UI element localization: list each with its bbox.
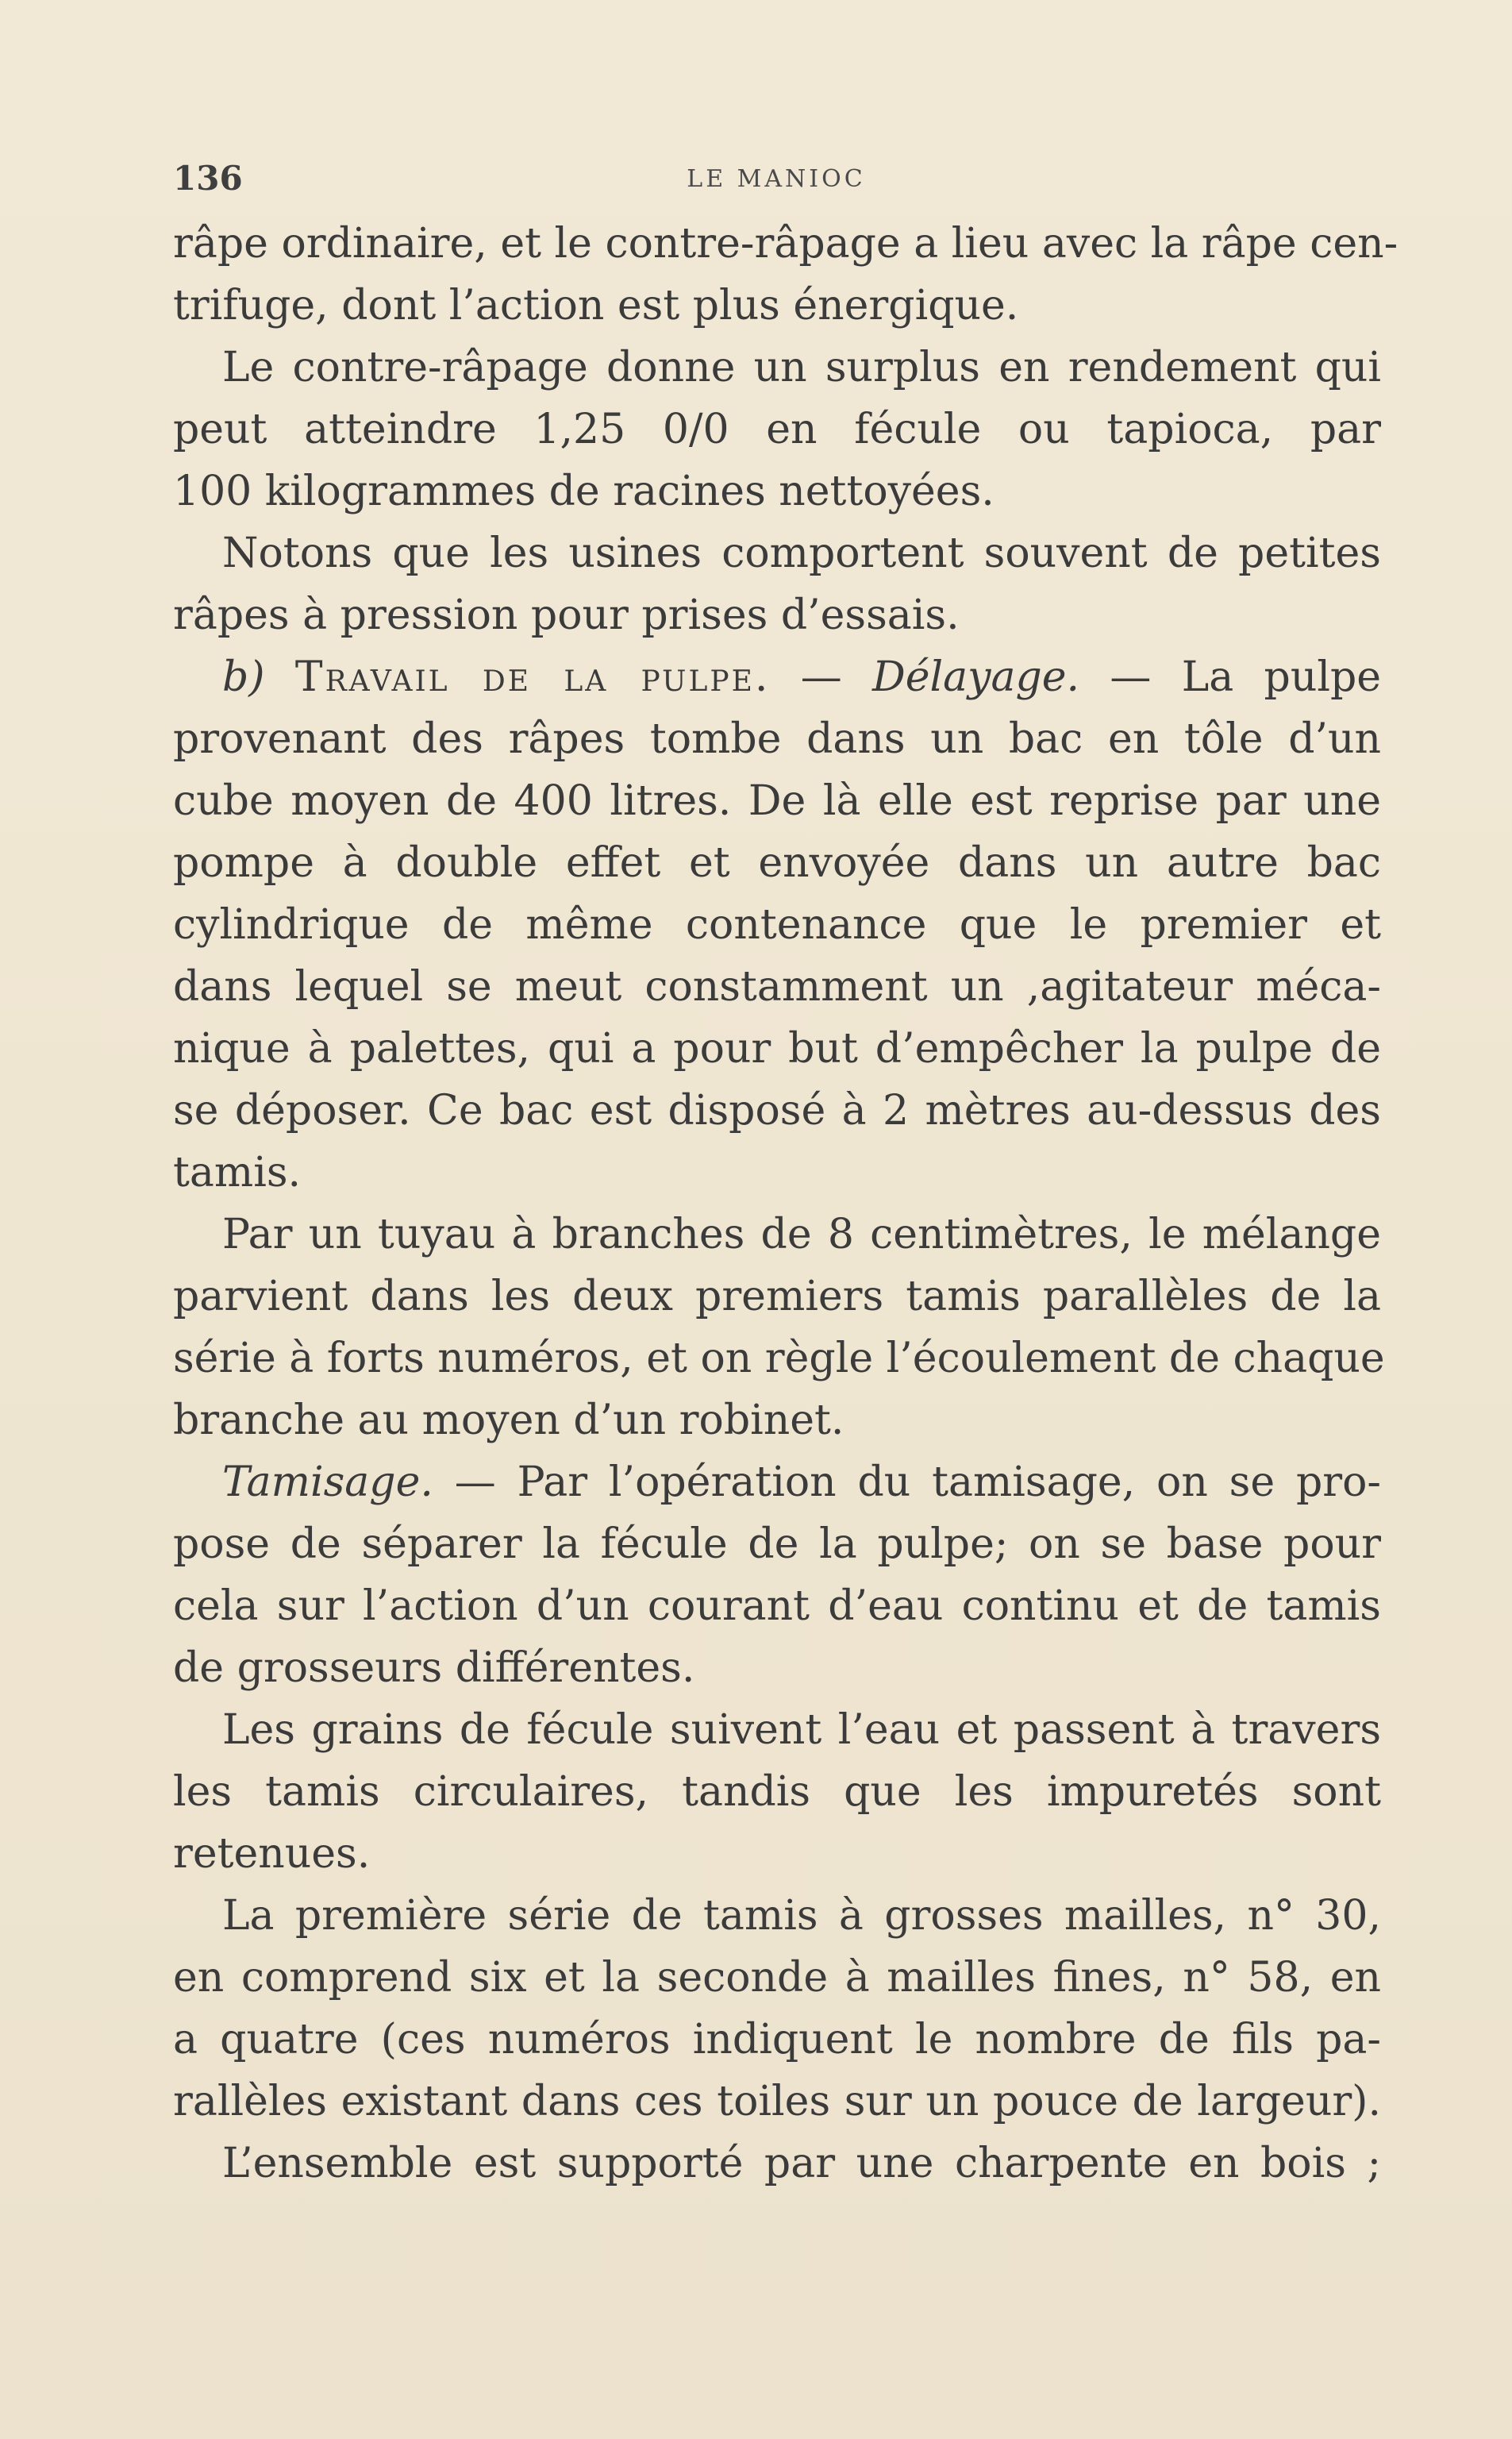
subsection-heading: Tamisage. (222, 1458, 433, 1506)
subsection-heading: Délayage. (872, 653, 1080, 701)
text-line: peut atteindre 1,25 0/0 en fécule ou tapioca, par (173, 406, 1381, 453)
text-line: a quatre (ces numéros indiquent le nombre de fils pa- (173, 2016, 1381, 2063)
text-line: 100 kilogrammes de racines nettoyées. (173, 468, 995, 515)
running-title: LE MANIOC (687, 165, 866, 193)
text-line: pompe à double effet et envoyée dans un autre bac (173, 839, 1381, 887)
text-line: de grosseurs différentes. (173, 1644, 695, 1692)
text-line: en comprend six et la seconde à mailles fines, n° 58, en (173, 1954, 1381, 2002)
em-dash: — (1110, 653, 1152, 701)
em-dash: — (800, 653, 842, 701)
text-line: série à forts numéros, et on règle l’écoulement de chaque (173, 1335, 1385, 1382)
text-line: râpes à pression pour prises d’essais. (173, 591, 960, 639)
text-line: dans lequel se meut constamment un ,agitateur méca- (173, 963, 1381, 1011)
text-line: Le contre-râpage donne un surplus en rendement qui (222, 344, 1381, 391)
text-line: cylindrique de même contenance que le premier et (173, 901, 1381, 949)
text-line: provenant des râpes tombe dans un bac en tôle d’un (173, 715, 1381, 763)
text-line: se déposer. Ce bac est disposé à 2 mètres au-dessus des (173, 1087, 1381, 1135)
text-line: Les grains de fécule suivent l’eau et passent à travers (222, 1706, 1381, 1754)
text-line: L’ensemble est supporté par une charpente en bois ; (222, 2140, 1381, 2187)
text-line: rallèles existant dans ces toiles sur un pouce de largeur). (173, 2078, 1381, 2125)
text-line: râpe ordinaire, et le contre-râpage a lieu avec la râpe cen- (173, 220, 1399, 268)
page-number: 136 (173, 159, 243, 198)
text-line: cela sur l’action d’un courant d’eau continu et de tamis (173, 1582, 1381, 1630)
text-line: pose de séparer la fécule de la pulpe; on se base pour (173, 1520, 1381, 1568)
page-header (173, 159, 1379, 206)
section-heading-line (173, 646, 1381, 708)
subsection-heading-line (173, 1451, 1381, 1513)
text-line: les tamis circulaires, tandis que les impuretés sont (173, 1768, 1381, 1816)
section-label: b) (222, 653, 265, 701)
text-line: parvient dans les deux premiers tamis parallèles de la (173, 1273, 1381, 1320)
em-dash: — (454, 1458, 496, 1506)
text-line: tamis. (173, 1149, 302, 1196)
text-line: La première série de tamis à grosses mailles, n° 30, (222, 1892, 1381, 1940)
section-heading: Travail de la pulpe. (294, 653, 771, 701)
line-text: Par l’opération du tamisage, on se pro- (517, 1458, 1381, 1506)
text-line: Notons que les usines comportent souvent de petites (222, 530, 1381, 577)
text-line: retenues. (173, 1830, 371, 1878)
text-line: Par un tuyau à branches de 8 centimètres, le mélange (222, 1211, 1381, 1258)
line-text: La pulpe (1181, 653, 1382, 701)
text-line: branche au moyen d’un robinet. (173, 1397, 844, 1444)
body-text (173, 213, 1399, 2194)
text-line: nique à palettes, qui a pour but d’empêcher la pulpe de (173, 1025, 1381, 1073)
text-line: cube moyen de 400 litres. De là elle est reprise par une (173, 777, 1381, 825)
text-line: trifuge, dont l’action est plus énergique. (173, 282, 1019, 329)
